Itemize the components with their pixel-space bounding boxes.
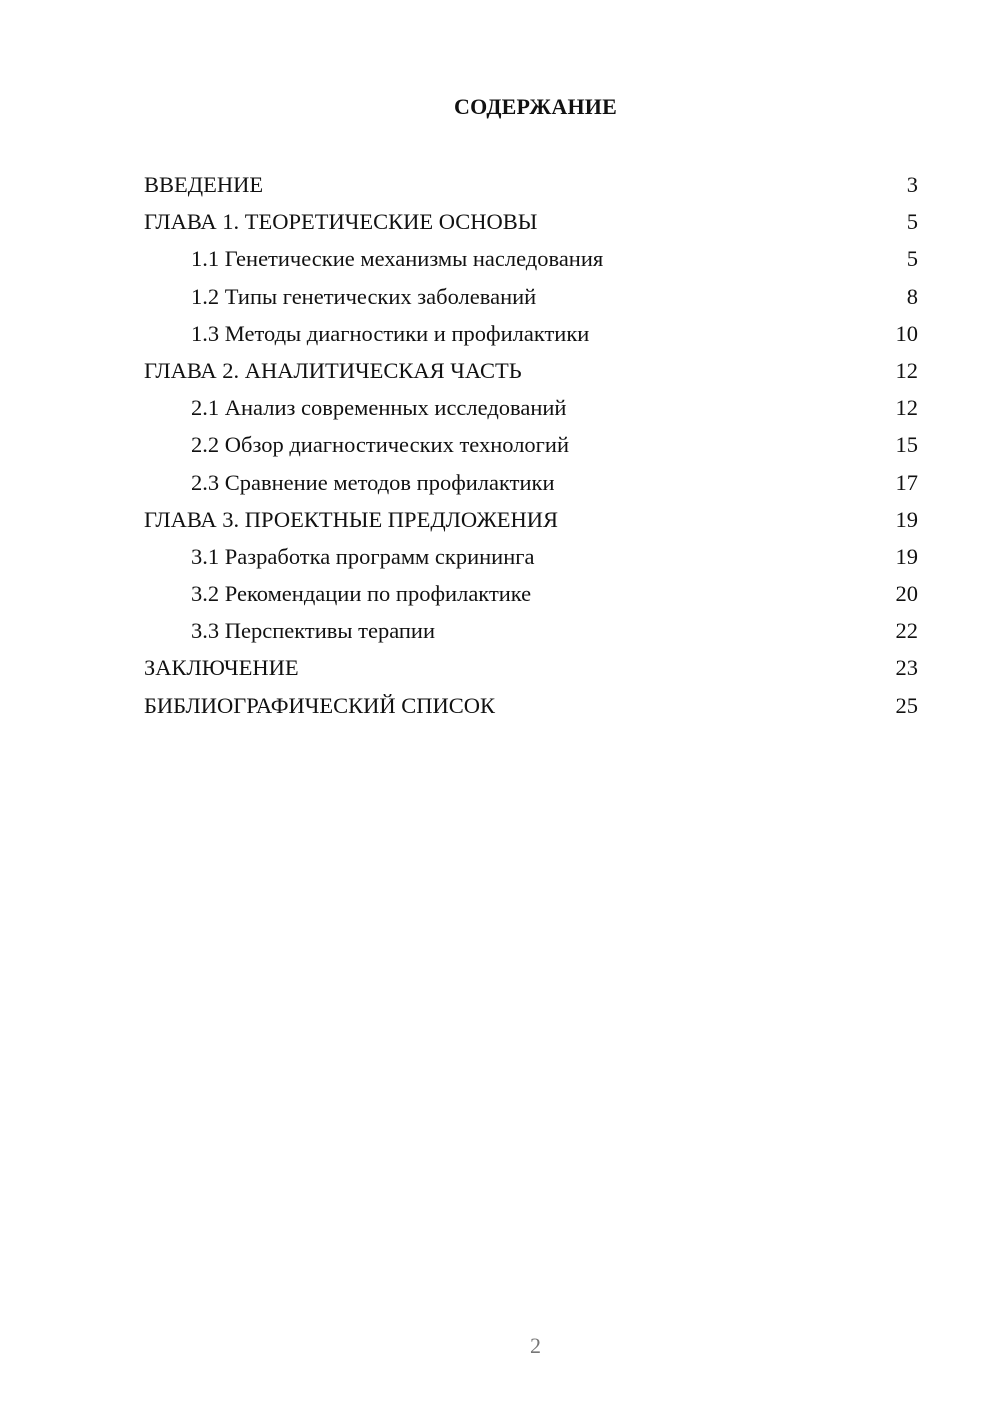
- toc-entry-label: 3.3 Перспективы терапии: [191, 618, 436, 644]
- toc-entry-section-2-3[interactable]: [144, 464, 918, 501]
- toc-entry-page: 8: [906, 283, 918, 309]
- toc-entry-page: 3: [906, 172, 918, 197]
- toc-entry-section-1-3[interactable]: [144, 315, 918, 352]
- toc-entry-page: 20: [895, 581, 918, 607]
- toc-entry-page: 12: [895, 395, 918, 421]
- toc-entry-section-3-3[interactable]: [144, 612, 918, 649]
- toc-entry-page: 10: [895, 320, 918, 346]
- toc-entry-label: 1.2 Типы генетических заболеваний: [191, 283, 537, 309]
- toc-entry-bibliography[interactable]: [144, 687, 918, 724]
- page-title: СОДЕРЖАНИЕ: [454, 94, 617, 119]
- toc-entry-section-2-1[interactable]: [144, 389, 918, 426]
- toc-entry-label: 1.3 Методы диагностики и профилактики: [191, 320, 590, 346]
- toc-entry-label: 3.1 Разработка программ скрининга: [191, 543, 535, 569]
- toc-entry-label: БИБЛИОГРАФИЧЕСКИЙ СПИСОК: [144, 692, 496, 718]
- toc-entry-conclusion[interactable]: [144, 649, 918, 686]
- toc-entry-page: 22: [895, 618, 918, 644]
- toc-entry-label: ГЛАВА 2. АНАЛИТИЧЕСКАЯ ЧАСТЬ: [144, 357, 522, 383]
- toc-entry-page: 19: [895, 543, 918, 569]
- toc-entry-label: 2.1 Анализ современных исследований: [191, 395, 567, 421]
- toc-entry-page: 17: [895, 469, 918, 495]
- toc-entry-page: 5: [906, 209, 918, 235]
- toc-entry-section-2-2[interactable]: [144, 426, 918, 463]
- toc-entry-label: ВВЕДЕНИЕ: [144, 172, 264, 197]
- toc-entry-label: ЗАКЛЮЧЕНИЕ: [144, 655, 299, 681]
- toc-entry-chapter-1[interactable]: [144, 203, 918, 240]
- page-number: 2: [530, 1333, 541, 1358]
- toc-entry-introduction[interactable]: [144, 166, 918, 203]
- toc-entry-label: 2.2 Обзор диагностических технологий: [191, 432, 569, 458]
- toc-entry-page: 15: [895, 432, 918, 458]
- toc-entry-section-3-1[interactable]: [144, 538, 918, 575]
- toc-entry-label: 2.3 Сравнение методов профилактики: [191, 469, 555, 495]
- toc-entry-chapter-2[interactable]: [144, 352, 918, 389]
- toc-entry-section-1-1[interactable]: [144, 240, 918, 277]
- table-of-contents: [144, 166, 918, 724]
- toc-entry-chapter-3[interactable]: [144, 501, 918, 538]
- toc-entry-page: 19: [895, 506, 918, 532]
- toc-entry-label: ГЛАВА 1. ТЕОРЕТИЧЕСКИЕ ОСНОВЫ: [144, 209, 538, 235]
- toc-entry-page: 5: [906, 246, 918, 272]
- toc-entry-label: 1.1 Генетические механизмы наследования: [191, 246, 604, 272]
- toc-entry-label: 3.2 Рекомендации по профилактике: [191, 581, 532, 607]
- toc-entry-label: ГЛАВА 3. ПРОЕКТНЫЕ ПРЕДЛОЖЕНИЯ: [144, 506, 559, 532]
- toc-entry-page: 23: [895, 655, 918, 681]
- toc-entry-section-3-2[interactable]: [144, 575, 918, 612]
- toc-entry-page: 25: [895, 692, 918, 718]
- toc-entry-page: 12: [895, 357, 918, 383]
- toc-entry-section-1-2[interactable]: [144, 278, 918, 315]
